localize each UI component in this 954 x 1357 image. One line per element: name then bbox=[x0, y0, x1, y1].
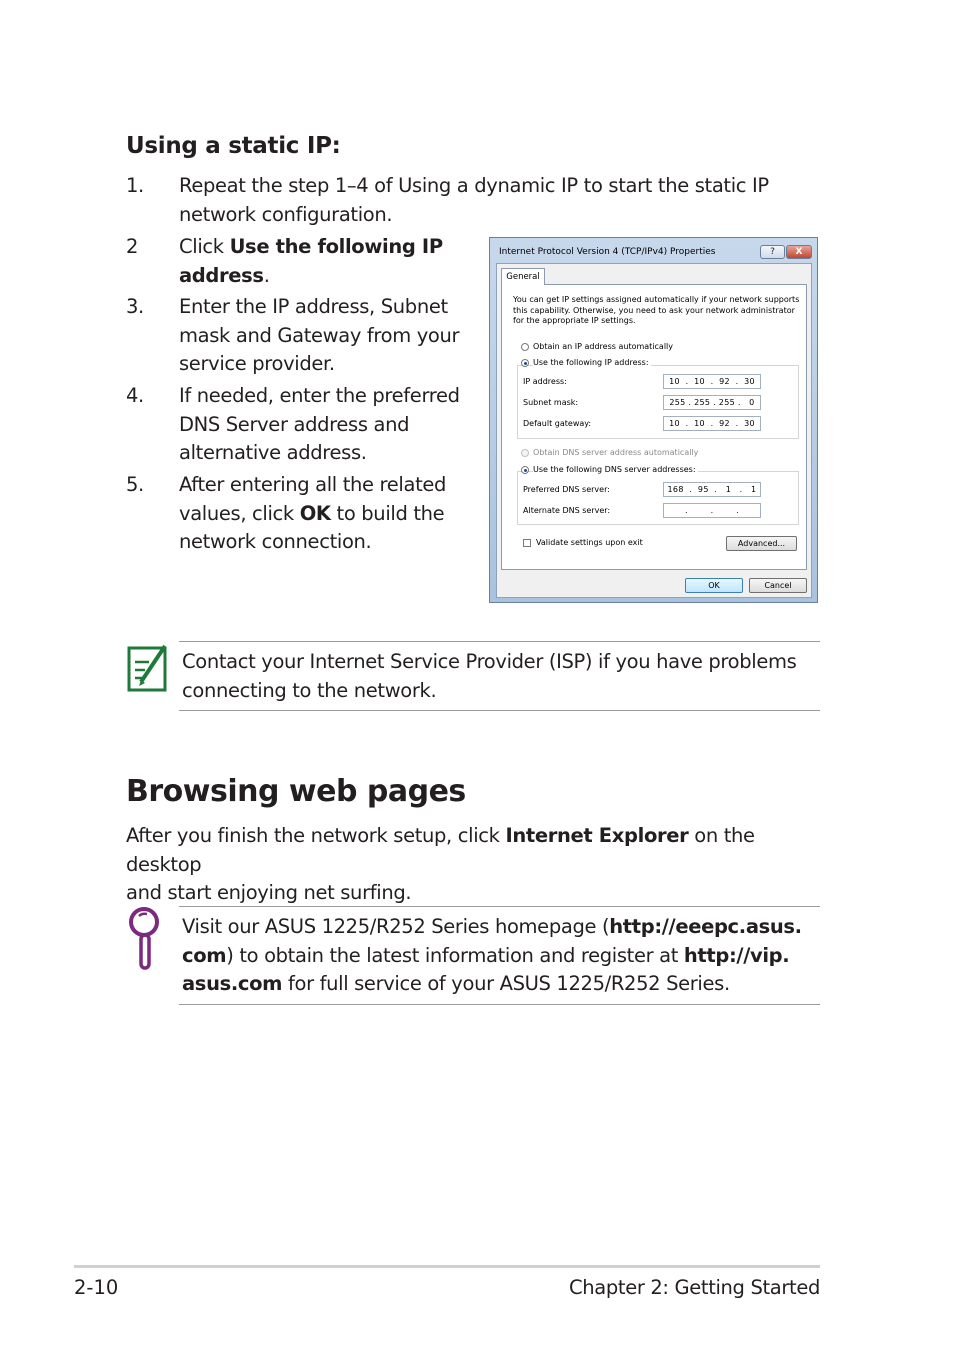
ip-address-label: IP address: bbox=[523, 377, 567, 386]
step-number: 5. bbox=[126, 473, 144, 496]
step-2 bbox=[0, 233, 480, 291]
default-gateway-field[interactable]: 10 . 10 . 92 . 30 bbox=[663, 416, 761, 431]
step-number: 2 bbox=[126, 235, 139, 258]
step-number: 3. bbox=[126, 295, 144, 318]
step-text: values, click bbox=[179, 501, 300, 525]
step-bold: Use the following IP bbox=[229, 235, 443, 258]
note-text: Contact your Internet Service Provider (ISP) if you have problems connecting to the network. bbox=[182, 650, 797, 702]
url-homepage[interactable]: http://eeepc.asus. bbox=[609, 915, 802, 938]
tip-bottom-rule bbox=[179, 1004, 820, 1005]
radio-auto-dns-label: Obtain DNS server address automatically bbox=[533, 448, 699, 457]
step-3 bbox=[0, 293, 480, 379]
step-text: Enter the IP address, Subnet bbox=[179, 295, 448, 318]
advanced-button[interactable]: Advanced... bbox=[726, 536, 797, 551]
browsing-paragraph: After you finish the network setup, click Internet Explorer on the desktop and start enjoying net surfing. bbox=[126, 824, 755, 904]
step-text: mask and Gateway from your bbox=[179, 323, 460, 347]
step-text: network connection. bbox=[179, 530, 372, 553]
alternate-dns-label: Alternate DNS server: bbox=[523, 506, 611, 515]
ok-button[interactable]: OK bbox=[685, 578, 743, 593]
url-homepage-end[interactable]: com bbox=[182, 943, 227, 967]
section-heading: Using a static IP: bbox=[126, 133, 341, 159]
step-text: alternative address. bbox=[179, 441, 367, 464]
step-text: . bbox=[263, 263, 270, 287]
radio-static-ip[interactable] bbox=[521, 359, 529, 367]
step-4 bbox=[0, 382, 480, 468]
radio-static-ip-label: Use the following IP address: bbox=[533, 358, 649, 367]
validate-label: Validate settings upon exit bbox=[536, 538, 643, 547]
tip-text: Visit our ASUS 1225/R252 Series homepage (http://eeepc.asus. com) to obtain the latest information and register at http://vip. asus.com for full service of your ASUS 1225/R252 Series. bbox=[182, 915, 802, 995]
help-button[interactable]: ? bbox=[760, 245, 785, 259]
bold-term: Internet Explorer bbox=[505, 824, 689, 847]
preferred-dns-label: Preferred DNS server: bbox=[523, 485, 610, 494]
radio-auto-dns[interactable] bbox=[521, 449, 529, 457]
subnet-mask-field[interactable]: 255 . 255 . 255 . 0 bbox=[663, 395, 761, 410]
radio-static-dns-label: Use the following DNS server addresses: bbox=[533, 465, 696, 474]
note-top-rule bbox=[179, 641, 820, 642]
step-number: 4. bbox=[126, 384, 144, 407]
footer-rule bbox=[74, 1265, 820, 1268]
close-button[interactable]: X bbox=[786, 245, 812, 259]
radio-auto-ip[interactable] bbox=[521, 343, 529, 351]
url-vip[interactable]: http://vip. bbox=[683, 943, 790, 967]
chapter-title: Chapter 2: Getting Started bbox=[569, 1276, 820, 1299]
tab-general[interactable]: General bbox=[501, 268, 545, 285]
radio-static-dns[interactable] bbox=[521, 466, 529, 474]
step-number: 1. bbox=[126, 174, 144, 197]
default-gateway-label: Default gateway: bbox=[523, 419, 592, 428]
step-text: to build the bbox=[330, 501, 445, 525]
tip-magnifier-icon bbox=[128, 904, 162, 972]
step-bold: OK bbox=[299, 501, 331, 525]
preferred-dns-field[interactable]: 168 . 95 . 1 . 1 bbox=[663, 482, 761, 497]
url-vip-end[interactable]: asus.com bbox=[182, 972, 283, 995]
alternate-dns-field[interactable]: . . . bbox=[663, 503, 761, 518]
ipv4-properties-dialog bbox=[489, 237, 818, 603]
step-text: service provider. bbox=[179, 352, 335, 375]
cancel-button[interactable]: Cancel bbox=[749, 578, 807, 593]
validate-checkbox[interactable] bbox=[523, 539, 531, 547]
note-bottom-rule bbox=[179, 710, 820, 711]
step-text: DNS Server address and bbox=[179, 412, 410, 436]
radio-auto-ip-label: Obtain an IP address automatically bbox=[533, 342, 674, 351]
ip-address-field[interactable]: 10 . 10 . 92 . 30 bbox=[663, 374, 761, 389]
step-text: After entering all the related bbox=[179, 473, 447, 496]
step-text: Click bbox=[179, 235, 230, 258]
subnet-mask-label: Subnet mask: bbox=[523, 398, 579, 407]
general-panel bbox=[501, 284, 807, 570]
page-number: 2-10 bbox=[74, 1276, 119, 1299]
step-text: If needed, enter the preferred bbox=[179, 384, 460, 407]
step-text: Repeat the step 1–4 of Using a dynamic IP to start the static IP bbox=[179, 174, 769, 197]
step-1 bbox=[0, 172, 954, 230]
step-text: network configuration. bbox=[179, 202, 393, 226]
browsing-heading: Browsing web pages bbox=[126, 774, 466, 809]
note-pencil-icon bbox=[127, 642, 169, 694]
dialog-title: Internet Protocol Version 4 (TCP/IPv4) Properties bbox=[499, 247, 716, 257]
step-bold: address bbox=[179, 263, 264, 287]
dialog-client-area bbox=[496, 263, 812, 598]
description-text: You can get IP settings assigned automatically if your network supports this capability. Otherwise, you need to ask your network administrator for the appropriate IP settings. bbox=[513, 295, 800, 325]
step-5 bbox=[0, 471, 480, 557]
tip-top-rule bbox=[179, 906, 820, 907]
